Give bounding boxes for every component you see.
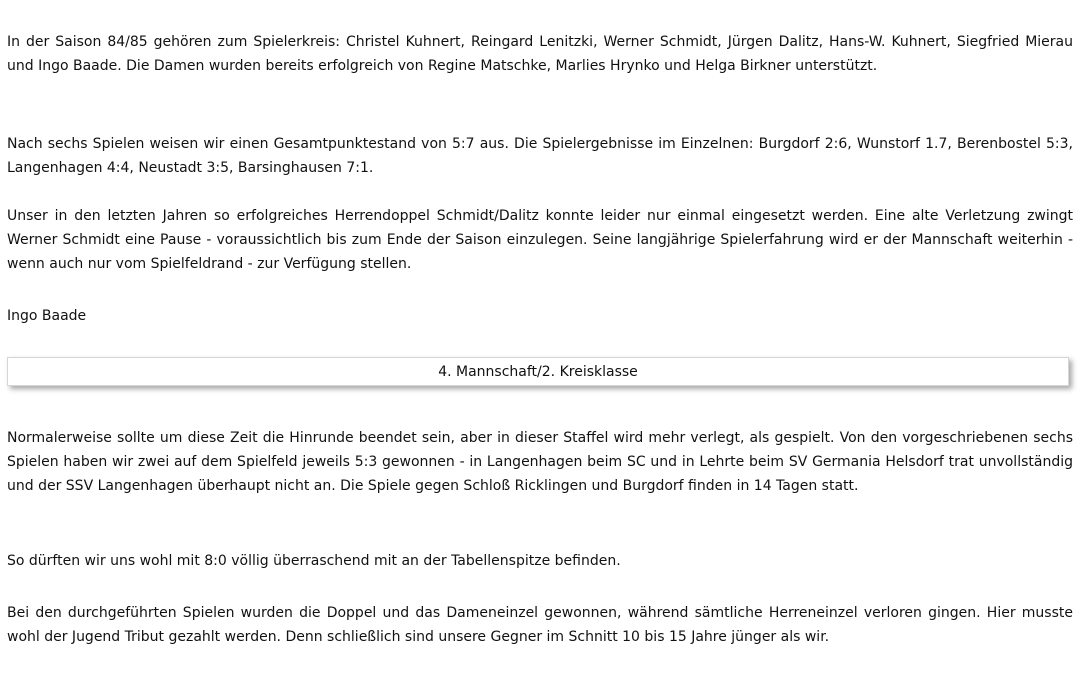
- paragraph-table-position: So dürften wir uns wohl mit 8:0 völlig überraschend mit an der Tabellenspitze befinden.: [7, 553, 621, 569]
- paragraph-player-roster: In der Saison 84/85 gehören zum Spielerkreis: Christel Kuhnert, Reingard Lenitzki, Werner Schmidt, Jürgen Dalitz, Hans-W. Kuhnert, Siegfried Mierau und Ingo Baade. Die Damen wurden bereits erfolgreich von Regine Matschke, Marlies Hrynko und Helga Birkner unterstützt.: [7, 34, 1073, 74]
- paragraph-injury-note: Unser in den letzten Jahren so erfolgreiches Herrendoppel Schmidt/Dalitz konnte leider nur einmal eingesetzt werden. Eine alte Verletzung zwingt Werner Schmidt eine Pause - voraussichtlich bis zum Ende der Saison einzulegen. Seine langjährige Spielerfahrung wird er der Mannschaft weiterhin - wenn auch nur vom Spielfeldrand - zur Verfügung stellen.: [7, 208, 1073, 272]
- paragraph-game-summary: Bei den durchgeführten Spielen wurden die Doppel und das Dameneinzel gewonnen, während sämtliche Herreneinzel verloren gingen. Hier musste wohl der Jugend Tribut gezahlt werden. Denn schließlich sind unsere Gegner im Schnitt 10 bis 15 Jahre jünger als wir.: [7, 605, 1073, 645]
- section-heading: 4. Mannschaft/2. Kreisklasse: [438, 363, 638, 380]
- author-signature: Ingo Baade: [7, 308, 87, 324]
- paragraph-match-results: Nach sechs Spielen weisen wir einen Gesamtpunktestand von 5:7 aus. Die Spielergebnisse im Einzelnen: Burgdorf 2:6, Wunstorf 1.7, Berenbostel 5:3, Langenhagen 4:4, Neustadt 3:5, Barsinghausen 7:1.: [7, 136, 1073, 176]
- section-heading-bar: [7, 357, 1069, 386]
- paragraph-first-round: Normalerweise sollte um diese Zeit die Hinrunde beendet sein, aber in dieser Staffel wird mehr verlegt, als gespielt. Von den vorgeschriebenen sechs Spielen haben wir zwei auf dem Spielfeld jeweils 5:3 gewonnen - in Langenhagen beim SC und in Lehrte beim SV Germania Helsdorf trat unvollständig und der SSV Langenhagen überhaupt nicht an. Die Spiele gegen Schloß Ricklingen und Burgdorf finden in 14 Tagen statt.: [7, 430, 1073, 494]
